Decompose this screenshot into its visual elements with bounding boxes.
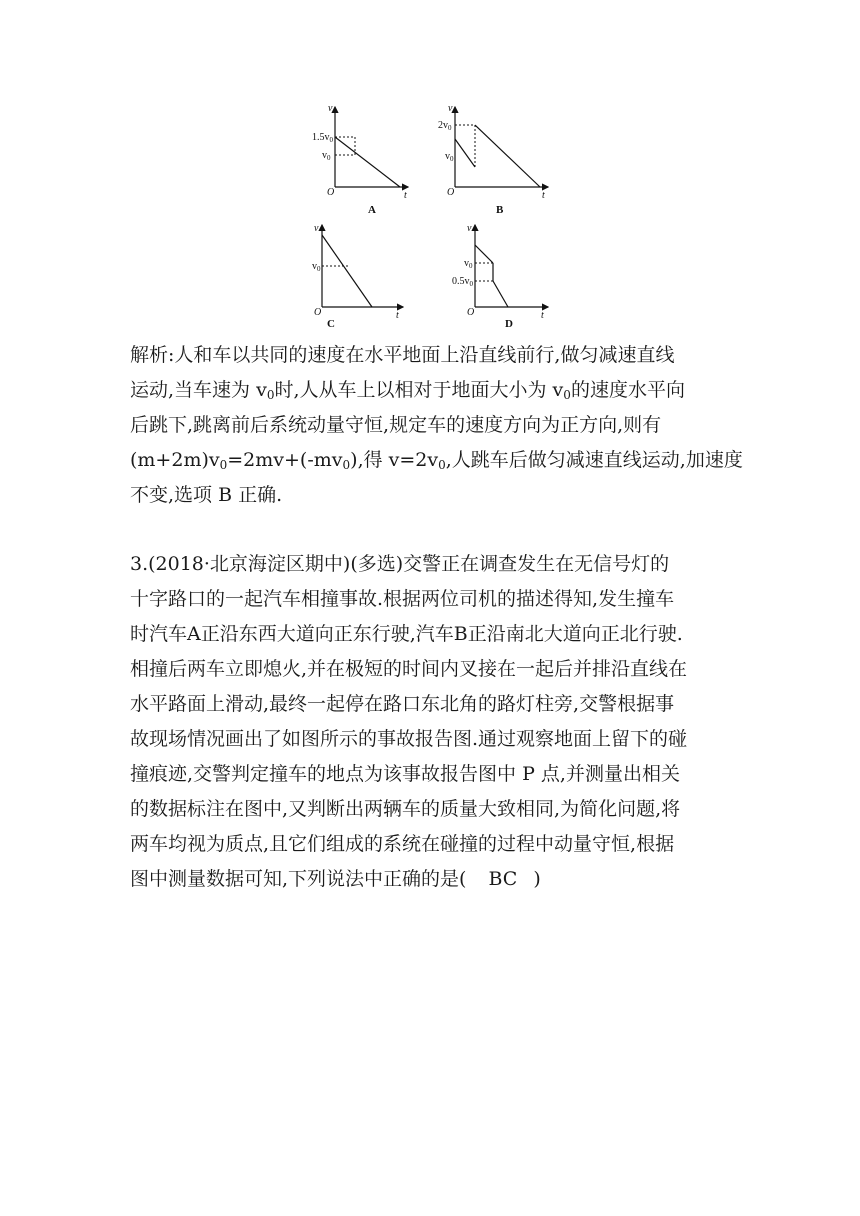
graph-b-t-axis-label: t <box>542 190 545 201</box>
graph-a-tick-upper: $1.5v_0$ <box>312 132 333 144</box>
analysis-line-2: 运动,当车速为 $v_0$时,人从车上以相对于地面大小为 $v_0$的速度水平向 <box>130 379 685 402</box>
graph-a-v-axis-label: v <box>328 103 333 114</box>
graph-d-tick-lower: $0.5v_0$ <box>452 276 473 288</box>
question-line-4: 相撞后两车立即熄火,并在极短的时间内叉接在一起后并排沿直线在 <box>130 658 688 680</box>
graph-c-t-axis-label: t <box>396 310 399 321</box>
graph-c-v-axis-label: v <box>314 223 319 234</box>
graph-c-origin: O <box>314 307 322 318</box>
question-line-2: 十字路口的一起汽车相撞事故.根据两位司机的描述得知,发生撞车 <box>130 588 675 610</box>
graph-b-v-axis-label: v <box>448 103 453 114</box>
graph-b-tick-lower: $v_0$ <box>445 151 454 163</box>
question-line-1: 3.(2018·北京海淀区期中)(多选)交警正在调查发生在无信号灯的 <box>130 553 670 575</box>
question-line-5: 水平路面上滑动,最终一起停在路口东北角的路灯柱旁,交警根据事 <box>130 693 675 715</box>
graph-c-tick: $v_0$ <box>312 261 321 273</box>
graph-a-t-axis-label: t <box>404 190 407 201</box>
graph-d-v-axis-label: v <box>467 223 472 234</box>
graph-d-t-axis-label: t <box>541 310 544 321</box>
graph-d-tick-upper: $v_0$ <box>464 258 473 270</box>
graph-a-tick-lower: $v_0$ <box>322 150 331 162</box>
question-paragraph <box>130 547 770 897</box>
graph-d <box>452 223 548 330</box>
analysis-line-5: 不变,选项 B 正确. <box>130 484 283 506</box>
graph-b-origin: O <box>447 187 455 198</box>
option-graphs <box>300 95 570 335</box>
analysis-paragraph <box>130 338 770 513</box>
graph-c-label: C <box>327 318 335 330</box>
question-line-3: 时汽车A正沿东西大道向正东行驶,汽车B正沿南北大道向正北行驶. <box>130 623 683 645</box>
graph-b-tick-upper: $2v_0$ <box>438 120 452 132</box>
graph-d-origin: O <box>467 307 475 318</box>
graph-a-origin: O <box>327 187 335 198</box>
graph-b-label: B <box>496 204 504 216</box>
question-line-8: 的数据标注在图中,又判断出两辆车的质量大致相同,为简化问题,将 <box>130 798 681 820</box>
analysis-line-4: $(m+2m)v_0=2mv+(-mv_0)$,得 $v=2v_0$,人跳车后做匀减速直线运动,加速度 <box>130 449 743 472</box>
question-line-10: 图中测量数据可知,下列说法中正确的是( BC ) <box>130 868 541 890</box>
graph-b <box>438 103 548 216</box>
graph-d-label: D <box>505 318 513 330</box>
graph-a-label: A <box>368 204 376 216</box>
question-line-7: 撞痕迹,交警判定撞车的地点为该事故报告图中 P 点,并测量出相关 <box>130 763 680 785</box>
question-line-6: 故现场情况画出了如图所示的事故报告图.通过观察地面上留下的碰 <box>130 728 688 750</box>
analysis-line-3: 后跳下,跳离前后系统动量守恒,规定车的速度方向为正方向,则有 <box>130 414 662 436</box>
answer-text: BC <box>488 868 518 890</box>
question-line-9: 两车均视为质点,且它们组成的系统在碰撞的过程中动量守恒,根据 <box>130 833 675 855</box>
analysis-line-1: 解析:人和车以共同的速度在水平地面上沿直线前行,做匀减速直线 <box>130 344 675 366</box>
graph-a <box>312 103 408 216</box>
graph-c <box>312 223 403 330</box>
